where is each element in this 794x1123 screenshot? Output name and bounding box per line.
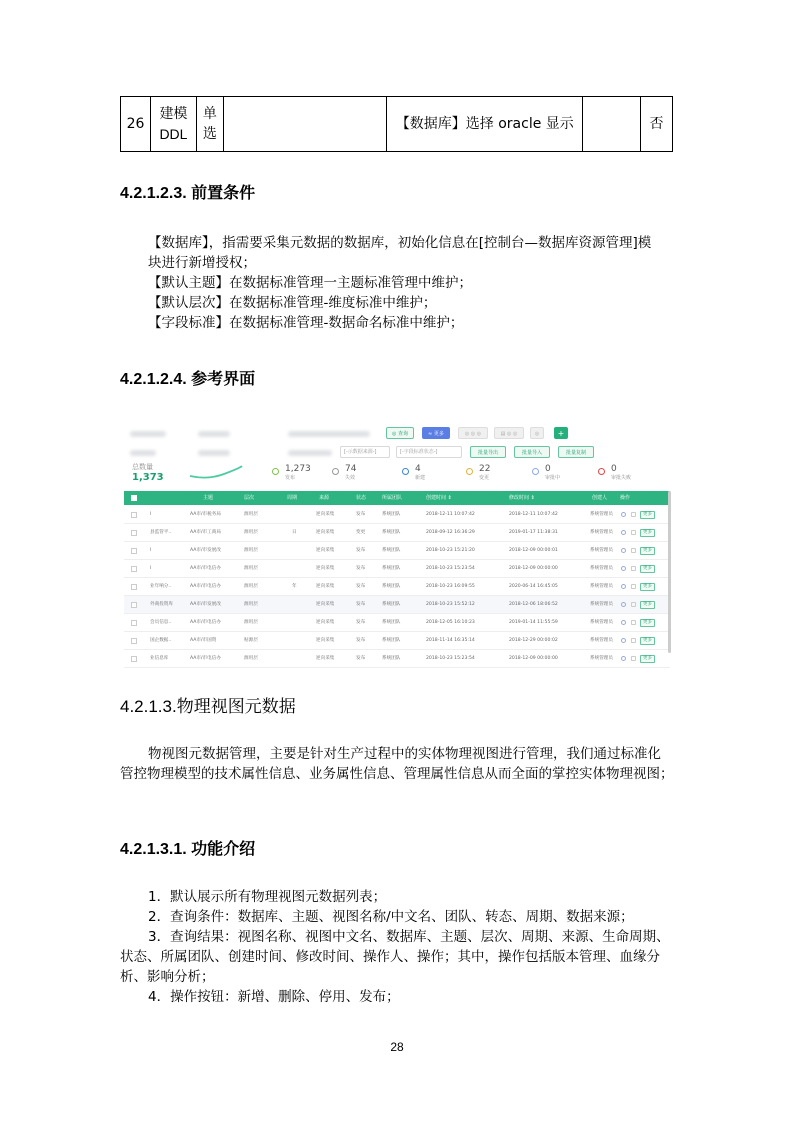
cell-source: 逆向采集 (316, 548, 335, 553)
cell-team: 系统团队 (382, 530, 401, 535)
copy-icon[interactable] (631, 638, 636, 643)
cell-user: 系统管理员 (590, 620, 613, 625)
table-header (124, 491, 670, 505)
stat-value: 1,273 (285, 464, 311, 474)
select-all-checkbox[interactable] (131, 495, 137, 501)
cell-theme: AA市/市发展改 (190, 602, 221, 607)
cell-name: l (150, 566, 152, 571)
cell-status: 发布 (356, 602, 366, 607)
cell-modified: 2019-01-17 11:38:31 (509, 530, 558, 535)
cell-user: 系统管理员 (590, 512, 613, 517)
table-row (121, 97, 673, 152)
column-header: 所属团队 (382, 495, 403, 501)
cell-modified: 2020-06-14 16:45:05 (509, 584, 558, 589)
cell-user: 系统管理员 (590, 548, 613, 553)
column-header: 创建时间 ⇕ (426, 495, 452, 501)
stat-label: 新建 (415, 475, 426, 481)
field-required: 否 (640, 97, 672, 152)
cell-modified: 2018-12-09 00:00:00 (509, 656, 558, 661)
row-more-button[interactable]: 更多 (640, 565, 655, 573)
cell-cycle: 日 (292, 530, 297, 535)
search-icon[interactable] (621, 656, 626, 661)
add-button[interactable]: + (554, 427, 568, 439)
toolbar-button[interactable]: ◎ (530, 427, 544, 439)
cell-layer: 源用层 (244, 548, 258, 553)
cell-theme: AA市/市电信办 (190, 584, 221, 589)
cell-team: 系统团队 (382, 584, 401, 589)
cell-status: 发布 (356, 584, 366, 589)
text-line: 管控物理模型的技术属性信息、业务属性信息、管理属性信息从而全面的掌控实体物理视图； (120, 766, 674, 782)
more-button[interactable]: ≈ 更多 (422, 427, 450, 439)
cell-modified: 2019-01-14 11:55:59 (509, 620, 558, 625)
field-status-select[interactable]: [-字段标准状态-] (396, 446, 462, 458)
cell-source: 逆向采集 (316, 566, 335, 571)
column-header: 修改时间 ⇕ (509, 495, 535, 501)
cell-status: 发布 (356, 656, 366, 661)
field-empty-2 (583, 97, 641, 152)
cell-status: 发布 (356, 548, 366, 553)
cell-team: 系统团队 (382, 548, 401, 553)
row-checkbox[interactable] (131, 602, 137, 608)
status-ring-icon (532, 468, 539, 475)
cell-created: 2018-10-23 15:52:12 (426, 602, 475, 607)
table-row[interactable] (124, 632, 670, 650)
cell-name: 外商投资库 (150, 602, 173, 607)
cell-layer: 源用层 (244, 584, 258, 589)
toolbar-button[interactable]: ◎ ◎ ◎ (458, 427, 488, 439)
heading-number: 4.2.1.3.1. (120, 841, 187, 858)
text-line: 【字段标准】在数据标准管理-数据命名标准中维护； (148, 315, 464, 331)
heading-number: 4.2.1.2.4. (120, 371, 187, 388)
cell-source: 逆向采集 (316, 638, 335, 643)
search-icon[interactable] (621, 620, 626, 625)
blurred-text (288, 450, 332, 456)
row-more-button[interactable]: 更多 (640, 547, 655, 555)
scrollbar[interactable] (668, 491, 671, 653)
search-icon[interactable] (621, 638, 626, 643)
cell-name: l (150, 548, 152, 553)
row-checkbox[interactable] (131, 656, 137, 662)
search-icon[interactable] (621, 548, 626, 553)
query-button[interactable]: ◎ 查询 (386, 427, 414, 439)
cell-modified: 2018-12-06 18:06:52 (509, 602, 558, 607)
heading-reference-ui (120, 366, 255, 389)
cell-name: 会员信息.. (150, 620, 172, 625)
row-more-button[interactable]: 更多 (640, 529, 655, 537)
cell-created: 2018-10-23 15:23:54 (426, 656, 475, 661)
row-checkbox[interactable] (131, 584, 137, 590)
search-icon[interactable] (621, 566, 626, 571)
status-stat (415, 464, 425, 481)
cell-layer: 源用层 (244, 530, 258, 535)
cell-team: 系统团队 (382, 656, 401, 661)
cell-modified: 2018-12-29 00:00:02 (509, 638, 558, 643)
cell-layer: 源用层 (244, 620, 258, 625)
cell-status: 变更 (356, 530, 366, 535)
status-stat (545, 464, 560, 481)
blurred-text (198, 450, 230, 456)
stat-label: 失效 (345, 475, 356, 481)
stat-value: 0 (611, 464, 617, 474)
cell-created: 2018-10-23 15:23:54 (426, 566, 475, 571)
cell-team: 系统团队 (382, 602, 401, 607)
status-ring-icon (466, 468, 473, 475)
cell-status: 发布 (356, 512, 366, 517)
column-header: 操作 (620, 495, 631, 501)
total-label: 总数量 (132, 463, 153, 471)
cell-theme: AA市/市国资 (190, 638, 217, 643)
cell-user: 系统管理员 (590, 602, 613, 607)
text-line: 【默认主题】在数据标准管理一主题标准管理中维护； (148, 275, 472, 291)
heading-title: 物理视图元数据 (176, 697, 296, 717)
stat-value: 22 (479, 464, 491, 474)
table-row[interactable] (124, 560, 670, 578)
cell-source: 逆向采集 (316, 656, 335, 661)
cell-user: 系统管理员 (590, 656, 613, 661)
search-icon[interactable] (621, 602, 626, 607)
row-more-button[interactable]: 更多 (640, 655, 655, 663)
batch-import-button[interactable]: 批量导入 (514, 446, 550, 458)
heading-physical-view (120, 692, 296, 717)
cell-layer: 源用层 (244, 512, 258, 517)
text-line: 1．默认展示所有物理视图元数据列表； (148, 889, 387, 905)
search-icon[interactable] (621, 530, 626, 535)
copy-icon[interactable] (631, 584, 636, 589)
heading-title: 功能介绍 (191, 839, 256, 858)
copy-icon[interactable] (631, 548, 636, 553)
table-row[interactable] (124, 542, 670, 560)
cell-theme: AA市/市发展改 (190, 548, 221, 553)
cell-user: 系统管理员 (590, 584, 613, 589)
cell-modified: 2018-12-11 10:07:42 (509, 512, 558, 517)
cell-status: 发布 (356, 566, 366, 571)
cell-layer: 源用层 (244, 602, 258, 607)
copy-icon[interactable] (631, 512, 636, 517)
cell-name: 业信息库 (150, 656, 169, 661)
cell-status: 发布 (356, 620, 366, 625)
toolbar-button[interactable]: ▤ ◎ ◎ (494, 427, 524, 439)
cell-created: 2018-12-05 16:10:23 (426, 620, 475, 625)
column-header: 周期 (287, 495, 298, 501)
table-row[interactable] (124, 614, 670, 632)
blurred-text (288, 431, 370, 437)
cell-cycle: 年 (292, 584, 297, 589)
row-more-button[interactable]: 更多 (640, 583, 655, 591)
heading-function-intro (120, 836, 255, 859)
cell-name: l (150, 512, 152, 517)
cell-name: 国企数据.. (150, 638, 172, 643)
cell-source: 逆向采集 (316, 584, 335, 589)
text-line: 块进行新增授权； (148, 255, 256, 271)
reference-screenshot (120, 422, 673, 661)
cell-team: 系统团队 (382, 638, 401, 643)
field-name: 建模 DDL (150, 97, 196, 152)
blurred-text (130, 431, 166, 437)
stat-value: 74 (345, 464, 357, 474)
cell-modified: 2018-12-09 00:00:01 (509, 548, 558, 553)
page-number: 28 (390, 1040, 404, 1054)
cell-layer: 贴源层 (244, 638, 258, 643)
blurred-text (130, 450, 156, 456)
cell-source: 逆向采集 (316, 620, 335, 625)
heading-title: 前置条件 (191, 183, 256, 202)
heading-number: 4.2.1.3. (120, 697, 177, 716)
text-line: 【数据库】，指需要采集元数据的数据库，初始化信息在[控制台—数据库资源管理]模 (148, 235, 652, 251)
cell-theme: AA市/市电信办 (190, 656, 221, 661)
cell-created: 2018-10-23 16:09:55 (426, 584, 475, 589)
row-number: 26 (121, 97, 151, 152)
cell-created: 2018-11-14 16:35:14 (426, 638, 475, 643)
text-line: 2．查询条件：数据库、主题、视图名称/中文名、团队、转态、周期、数据来源； (148, 909, 634, 925)
cell-source: 逆向采集 (316, 512, 335, 517)
cell-team: 系统团队 (382, 620, 401, 625)
copy-icon[interactable] (631, 530, 636, 535)
status-ring-icon (272, 468, 279, 475)
cell-user: 系统管理员 (590, 638, 613, 643)
requirement-table (120, 96, 673, 152)
heading-title: 参考界面 (191, 369, 256, 388)
text-line: 【默认层次】在数据标准管理-维度标准中维护； (148, 295, 437, 311)
blurred-text (198, 431, 230, 437)
text-line: 物视图元数据管理，主要是针对生产过程中的实体物理视图进行管理，我们通过标准化 (148, 746, 661, 762)
row-more-button[interactable]: 更多 (640, 637, 655, 645)
status-ring-icon (332, 468, 339, 475)
cell-user: 系统管理员 (590, 566, 613, 571)
physical-view-text (120, 744, 675, 784)
cell-layer: 源用层 (244, 656, 258, 661)
column-header: 来源 (319, 495, 330, 501)
column-header: 层次 (244, 495, 255, 501)
cell-theme: AA市/市电信办 (190, 566, 221, 571)
cell-created: 2018-10-23 15:21:20 (426, 548, 475, 553)
copy-icon[interactable] (631, 566, 636, 571)
field-description: 【数据库】选择 oracle 显示 (387, 97, 583, 152)
status-stat (611, 464, 631, 481)
row-more-button[interactable]: 更多 (640, 619, 655, 627)
batch-export-button[interactable]: 批量导出 (470, 446, 506, 458)
status-stat (479, 464, 490, 481)
cell-source: 逆向采集 (316, 602, 335, 607)
cell-created: 2018-12-11 10:07:42 (426, 512, 475, 517)
function-intro-text (120, 887, 675, 1007)
cell-theme: AA市/市工商局 (190, 530, 221, 535)
row-checkbox[interactable] (131, 620, 137, 626)
row-checkbox[interactable] (131, 530, 137, 536)
table-row[interactable] (124, 650, 670, 668)
batch-copy-button[interactable]: 批量复制 (558, 446, 594, 458)
copy-icon[interactable] (631, 620, 636, 625)
stat-value: 0 (545, 464, 551, 474)
column-header: 主题 (203, 495, 214, 501)
text-line: 3．查询结果：视图名称、视图中文名、数据库、主题、层次、周期、来源、生命周期、 (148, 929, 670, 945)
cell-modified: 2018-12-09 00:00:00 (509, 566, 558, 571)
preconditions-text (148, 233, 678, 333)
cell-team: 系统团队 (382, 566, 401, 571)
copy-icon[interactable] (631, 656, 636, 661)
trend-sparkline (188, 464, 244, 480)
cell-name: 县监管平.. (150, 530, 172, 535)
copy-icon[interactable] (631, 602, 636, 607)
data-source-select[interactable]: [-示数据来源-] (340, 446, 390, 458)
text-line: 状态、所属团队、创建时间、修改时间、操作人、操作；其中，操作包括版本管理、血缘分 (120, 949, 660, 965)
table-row[interactable] (124, 506, 670, 524)
stat-label: 审批失败 (611, 475, 632, 481)
total-value: 1,373 (132, 472, 164, 483)
column-header: 状态 (356, 495, 367, 501)
row-checkbox[interactable] (131, 566, 137, 572)
column-header: 创建人 (592, 495, 608, 501)
status-ring-icon (402, 468, 409, 475)
row-checkbox[interactable] (131, 638, 137, 644)
cell-name: 业年响分.. (150, 584, 172, 589)
stat-value: 4 (415, 464, 421, 474)
table-row[interactable] (124, 596, 670, 614)
cell-user: 系统管理员 (590, 530, 613, 535)
stat-label: 发布 (285, 475, 296, 481)
cell-created: 2018-09-12 16:36:29 (426, 530, 475, 535)
status-ring-icon (598, 468, 605, 475)
row-checkbox[interactable] (131, 548, 137, 554)
table-row[interactable] (124, 524, 670, 542)
cell-status: 发布 (356, 638, 366, 643)
text-line: 4．操作按钮：新增、删除、停用、发布； (148, 989, 400, 1005)
search-icon[interactable] (621, 512, 626, 517)
row-checkbox[interactable] (131, 512, 137, 518)
text-line: 析、影响分析； (120, 969, 215, 985)
heading-number: 4.2.1.2.3. (120, 185, 187, 202)
cell-team: 系统团队 (382, 512, 401, 517)
table-row[interactable] (124, 578, 670, 596)
stat-label: 变更 (479, 475, 490, 481)
heading-preconditions (120, 180, 255, 203)
cell-source: 逆向采集 (316, 530, 335, 535)
cell-theme: AA市/市税务局 (190, 512, 221, 517)
cell-theme: AA市/市电信办 (190, 620, 221, 625)
stat-label: 审批中 (545, 475, 561, 481)
field-empty-1 (223, 97, 387, 152)
cell-layer: 源用层 (244, 566, 258, 571)
status-stat (285, 464, 311, 481)
field-type: 单 选 (196, 97, 223, 152)
status-stat (345, 464, 356, 481)
row-more-button[interactable]: 更多 (640, 511, 655, 519)
search-icon[interactable] (621, 584, 626, 589)
row-more-button[interactable]: 更多 (640, 601, 655, 609)
